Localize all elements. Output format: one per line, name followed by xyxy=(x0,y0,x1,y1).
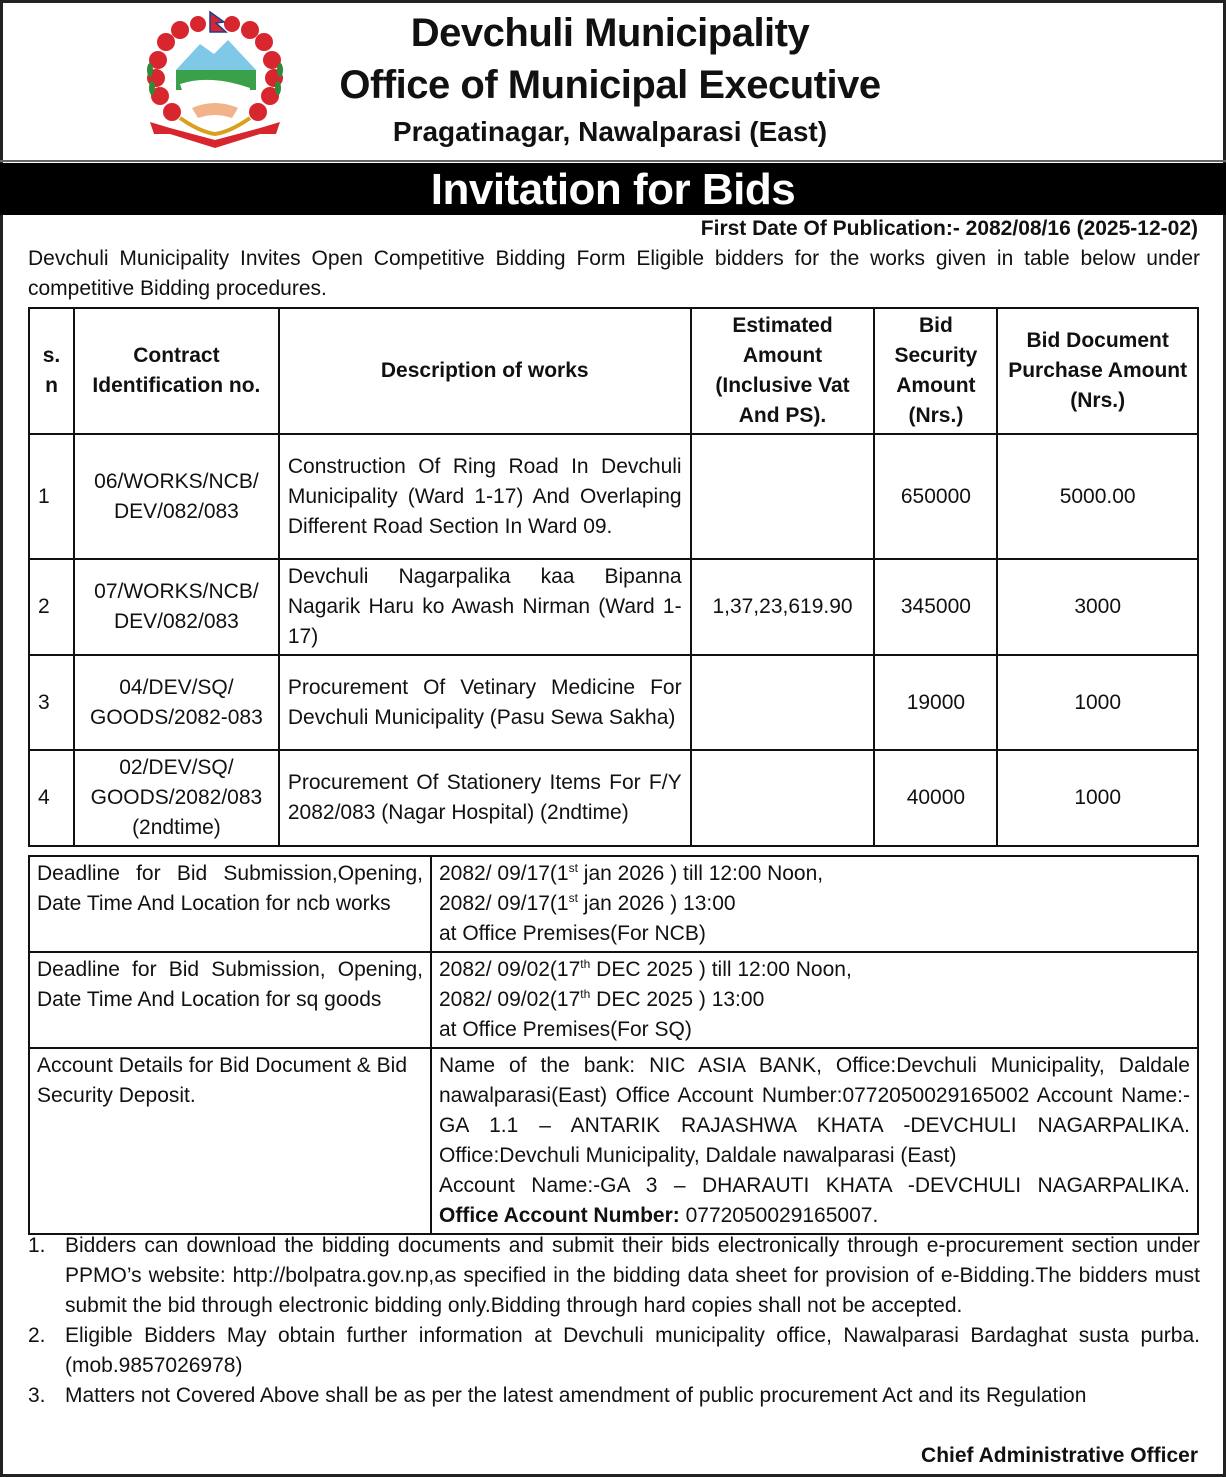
cell-doc-purchase: 3000 xyxy=(997,559,1198,655)
ncb-location-line: at Office Premises(For NCB) xyxy=(439,922,706,945)
cell-contract-id: 06/WORKS/NCB/ DEV/082/083 xyxy=(74,434,279,559)
ncb-deadline-value xyxy=(431,856,1198,952)
cell-bid-security: 345000 xyxy=(874,559,997,655)
ncb-deadline-label: Deadline for Bid Submission,Opening, Date Time And Location for ncb works xyxy=(29,856,431,952)
text: DEC 2025 ) till 12:00 Noon, xyxy=(590,958,852,981)
sq-deadline-row xyxy=(29,952,1198,1048)
note-item xyxy=(28,1231,1200,1321)
text: jan 2026 ) till 12:00 Noon, xyxy=(577,862,824,885)
header-bid-security: Bid Security Amount (Nrs.) xyxy=(874,308,997,434)
note-item xyxy=(28,1321,1200,1381)
cell-doc-purchase: 1000 xyxy=(997,750,1198,846)
note-number: 1. xyxy=(28,1234,46,1257)
account-office-text: Office:Devchuli Municipality, Daldale nawalparasi (East) xyxy=(439,1144,957,1167)
office-name: Office of Municipal Executive xyxy=(339,63,881,107)
text: DEC 2025 ) 13:00 xyxy=(590,988,765,1011)
cell-description: Devchuli Nagarpalika kaa Bipanna Nagarik Haru ko Awash Nirman (Ward 1-17) xyxy=(279,559,691,655)
cell-estimated-amount xyxy=(691,655,875,750)
cell-description: Procurement Of Stationery Items For F/Y 2082/083 (Nagar Hospital) (2ndtime) xyxy=(279,750,691,846)
title-block xyxy=(300,8,920,152)
cell-contract-id: 04/DEV/SQ/ GOODS/2082-083 xyxy=(74,655,279,750)
cell-doc-purchase: 5000.00 xyxy=(997,434,1198,559)
note-number: 3. xyxy=(28,1384,46,1407)
account-2-name: Account Name:-GA 3 – DHARAUTI KHATA -DEVCHULI NAGARPALIKA. xyxy=(439,1174,1190,1197)
nepal-emblem-icon xyxy=(140,10,290,150)
text: 2082/ 09/02(17 xyxy=(439,988,581,1011)
sq-deadline-label: Deadline for Bid Submission, Opening, Date Time And Location for sq goods xyxy=(29,952,431,1048)
works-table xyxy=(28,307,1199,847)
cell-contract-id: 07/WORKS/NCB/ DEV/082/083 xyxy=(74,559,279,655)
note-item xyxy=(28,1381,1200,1411)
info-table xyxy=(28,855,1199,1235)
works-table-header xyxy=(29,308,1198,434)
account-details-label: Account Details for Bid Document & Bid Security Deposit. xyxy=(29,1048,431,1234)
text: 2082/ 09/17(1 xyxy=(439,892,569,915)
ordinal: th xyxy=(580,987,591,1001)
cell-description: Construction Of Ring Road In Devchuli Municipality (Ward 1-17) And Overlaping Different Road Section In Ward 09. xyxy=(279,434,691,559)
cell-sn: 3 xyxy=(29,655,74,750)
header-contract-id: Contract Identification no. xyxy=(74,308,279,434)
account-number-value: 0772050029165007. xyxy=(679,1204,879,1227)
table-row xyxy=(29,434,1198,559)
cell-doc-purchase: 1000 xyxy=(997,655,1198,750)
note-number: 2. xyxy=(28,1324,46,1347)
table-row xyxy=(29,750,1198,846)
ncb-deadline-row xyxy=(29,856,1198,952)
account-2-number xyxy=(439,1201,1190,1231)
account-details-row xyxy=(29,1048,1198,1234)
cell-sn: 4 xyxy=(29,750,74,846)
cell-bid-security: 650000 xyxy=(874,434,997,559)
cell-estimated-amount xyxy=(691,750,875,846)
cell-sn: 1 xyxy=(29,434,74,559)
cell-estimated-amount: 1,37,23,619.90 xyxy=(691,559,875,655)
header xyxy=(0,0,1226,162)
ordinal: st xyxy=(568,891,578,905)
note-text: Eligible Bidders May obtain further information at Devchuli municipality office, Nawalparasi Bardaghat susta purba. (mob.9857026978) xyxy=(65,1324,1200,1377)
text: 2082/ 09/02(17 xyxy=(439,958,581,981)
ncb-opening-line xyxy=(439,889,1190,919)
sq-submission-line xyxy=(439,955,1190,985)
account-1-text: Name of the bank: NIC ASIA BANK, Office:Devchuli Municipality, Daldale nawalparasi(East) Office Account Number:0772050029165002 Account Name:-GA 1.1 – ANTARIK RAJASHWA KHATA -DEVCHULI NAGARPALIKA. xyxy=(439,1054,1190,1137)
account-number-label: Office Account Number: xyxy=(439,1204,680,1227)
table-row xyxy=(29,655,1198,750)
table-row xyxy=(29,559,1198,655)
notice-title-banner: Invitation for Bids xyxy=(0,163,1226,215)
note-text: Matters not Covered Above shall be as per the latest amendment of public procurement Act and its Regulation xyxy=(65,1384,1087,1407)
cell-bid-security: 19000 xyxy=(874,655,997,750)
account-details-value xyxy=(431,1048,1198,1234)
header-description: Description of works xyxy=(279,308,691,434)
ncb-submission-line xyxy=(439,859,1190,889)
intro-paragraph: Devchuli Municipality Invites Open Competitive Bidding Form Eligible bidders for the works given in table below under competitive Bidding procedures. xyxy=(28,247,1200,300)
header-estimated-amount: Estimated Amount (Inclusive Vat And PS). xyxy=(691,308,875,434)
sq-deadline-value xyxy=(431,952,1198,1048)
header-doc-purchase: Bid Document Purchase Amount (Nrs.) xyxy=(997,308,1198,434)
publication-date: First Date Of Publication:- 2082/08/16 (2025-12-02) xyxy=(700,217,1198,240)
office-address: Pragatinagar, Nawalparasi (East) xyxy=(392,116,828,147)
municipality-name: Devchuli Municipality xyxy=(410,11,810,55)
cell-contract-id: 02/DEV/SQ/ GOODS/2082/083 (2ndtime) xyxy=(74,750,279,846)
sq-location-line: at Office Premises(For SQ) xyxy=(439,1018,692,1041)
notes-list xyxy=(28,1231,1200,1411)
header-sn: s. n xyxy=(29,308,74,434)
text: jan 2026 ) 13:00 xyxy=(577,892,736,915)
signatory: Chief Administrative Officer xyxy=(921,1444,1198,1467)
ordinal: st xyxy=(568,861,578,875)
cell-description: Procurement Of Vetinary Medicine For Devchuli Municipality (Pasu Sewa Sakha) xyxy=(279,655,691,750)
ordinal: th xyxy=(580,957,591,971)
sq-opening-line xyxy=(439,985,1190,1015)
cell-estimated-amount xyxy=(691,434,875,559)
cell-bid-security: 40000 xyxy=(874,750,997,846)
cell-sn: 2 xyxy=(29,559,74,655)
text: 2082/ 09/17(1 xyxy=(439,862,569,885)
note-text: Bidders can download the bidding documents and submit their bids electronically through e-procurement section under PPMO’s website: http://bolpatra.gov.np,as specified in the bidding data sheet for provision of e-Bidding.The bidders must submit the bid through electronic bidding only.Bidding through hard copies shall not be accepted. xyxy=(65,1234,1200,1317)
